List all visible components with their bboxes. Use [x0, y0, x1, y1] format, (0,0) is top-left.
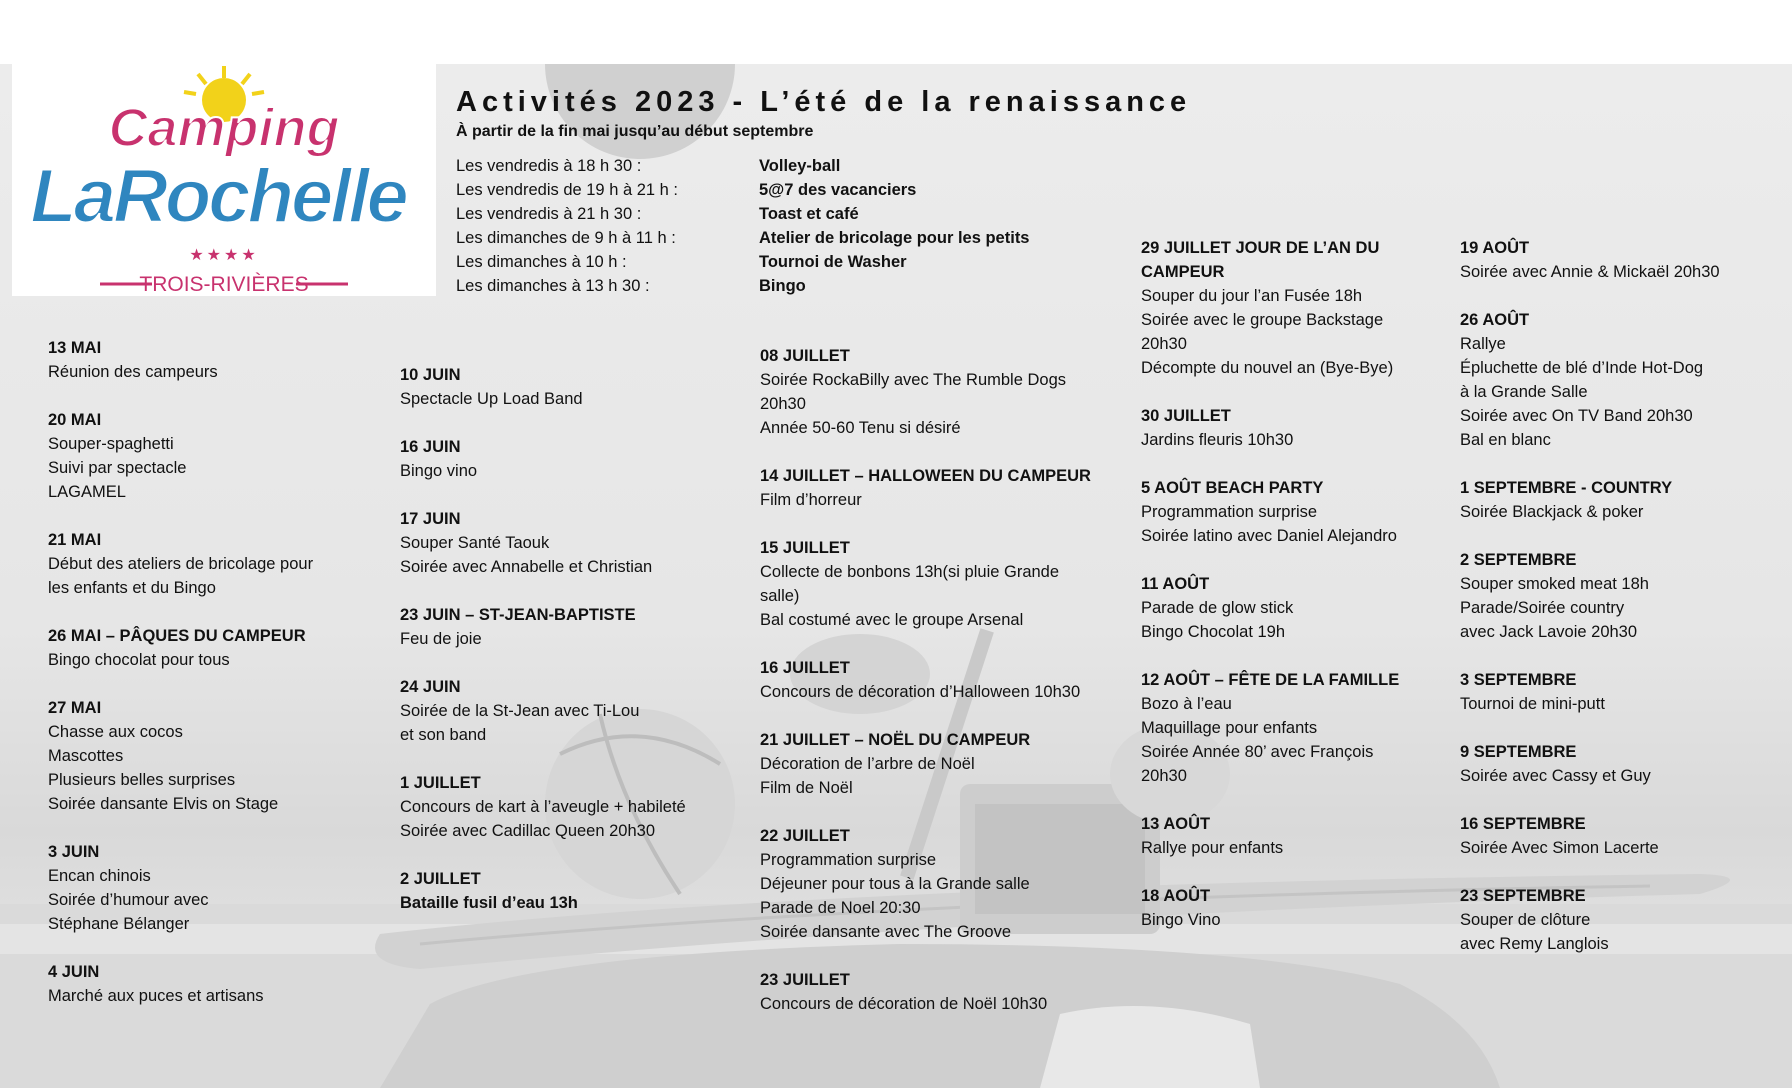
event-detail: Souper-spaghetti: [48, 435, 174, 453]
event-item: [48, 528, 313, 600]
event-detail: Souper de clôture: [1460, 911, 1591, 929]
event-detail: Soirée avec Annie & Mickaël 20h30: [1460, 263, 1720, 281]
event-detail: Bingo chocolat pour tous: [48, 651, 230, 669]
event-detail: Collecte de bonbons 13h(si pluie Grande: [760, 563, 1060, 581]
event-date: 21 MAI: [48, 531, 102, 549]
event-date: 13 MAI: [48, 339, 102, 357]
event-detail: Suivi par spectacle: [48, 459, 187, 477]
event-date: 18 AOÛT: [1141, 887, 1211, 905]
event-item: [400, 675, 686, 747]
logo-graphic: [12, 64, 436, 296]
event-date: 23 SEPTEMBRE: [1460, 887, 1586, 905]
event-detail: Parade/Soirée country: [1460, 599, 1625, 617]
event-date: 2 SEPTEMBRE: [1460, 551, 1577, 569]
event-detail: Soirée Blackjack & poker: [1460, 503, 1644, 521]
events-column-3: [760, 344, 1091, 1040]
camping-logo: [12, 64, 436, 296]
weekly-what: Tournoi de Washer: [759, 253, 907, 271]
event-date: 14 JUILLET – HALLOWEEN DU CAMPEUR: [760, 467, 1091, 485]
event-detail: Concours de décoration de Noël 10h30: [760, 995, 1048, 1013]
event-detail: salle): [760, 587, 800, 605]
event-date: 17 JUIN: [400, 510, 461, 528]
weekly-what: Bingo: [759, 277, 806, 295]
event-detail: Bal en blanc: [1460, 431, 1551, 449]
event-item: [1141, 812, 1399, 860]
event-date: 20 MAI: [48, 411, 102, 429]
event-detail: Feu de joie: [400, 630, 482, 648]
event-detail: Tournoi de mini-putt: [1460, 695, 1605, 713]
event-item: [1460, 668, 1720, 716]
event-detail: Soirée RockaBilly avec The Rumble Dogs: [760, 371, 1066, 389]
weekly-when: Les vendredis de 19 h à 21 h :: [456, 181, 678, 199]
weekly-when: Les dimanches à 10 h :: [456, 253, 627, 271]
event-detail: les enfants et du Bingo: [48, 579, 216, 597]
event-detail: Concours de décoration d’Halloween 10h30: [760, 683, 1081, 701]
event-date: 08 JUILLET: [760, 347, 850, 365]
event-detail: Film de Noël: [760, 779, 853, 797]
event-detail: et son band: [400, 726, 487, 744]
event-detail: Souper du jour l’an Fusée 18h: [1141, 287, 1363, 305]
weekly-when: Les dimanches de 9 h à 11 h :: [456, 229, 676, 247]
event-date: 23 JUILLET: [760, 971, 850, 989]
event-item: [48, 960, 313, 1008]
event-detail: Bataille fusil d’eau 13h: [400, 894, 578, 912]
event-detail: Soirée latino avec Daniel Alejandro: [1141, 527, 1397, 545]
event-detail: Jardins fleuris 10h30: [1141, 431, 1294, 449]
event-date: 9 SEPTEMBRE: [1460, 743, 1577, 761]
weekly-when: Les vendredis à 21 h 30 :: [456, 205, 642, 223]
logo-city: TROIS-RIVIÈRES: [139, 273, 309, 296]
event-detail: Bingo Vino: [1141, 911, 1221, 929]
events-column-5: [1460, 236, 1720, 980]
event-item: [760, 656, 1091, 704]
event-date: 26 MAI – PÂQUES DU CAMPEUR: [48, 627, 306, 645]
event-detail: Programmation surprise: [760, 851, 937, 869]
event-date: 5 AOÛT BEACH PARTY: [1141, 479, 1324, 497]
event-date: CAMPEUR: [1141, 263, 1225, 281]
event-item: [400, 363, 686, 411]
event-detail: Année 50-60 Tenu si désiré: [760, 419, 961, 437]
weekly-when: Les dimanches à 13 h 30 :: [456, 277, 650, 295]
event-item: [400, 507, 686, 579]
event-date: 3 JUIN: [48, 843, 100, 861]
event-detail: Parade de Noel 20:30: [760, 899, 921, 917]
event-detail: Soirée avec le groupe Backstage: [1141, 311, 1384, 329]
event-date: 24 JUIN: [400, 678, 461, 696]
event-detail: à la Grande Salle: [1460, 383, 1588, 401]
event-detail: Marché aux puces et artisans: [48, 987, 264, 1005]
event-item: [1460, 812, 1720, 860]
event-detail: avec Remy Langlois: [1460, 935, 1609, 953]
weekly-what: Toast et café: [759, 205, 859, 223]
event-item: [400, 435, 686, 483]
event-detail: Épluchette de blé d’Inde Hot-Dog: [1460, 359, 1704, 377]
event-date: 15 JUILLET: [760, 539, 850, 557]
event-item: [1460, 740, 1720, 788]
weekly-what: Volley-ball: [759, 157, 841, 175]
event-item: [1460, 236, 1720, 284]
logo-line2: LaRochelle: [30, 154, 406, 239]
event-detail: Film d’horreur: [760, 491, 862, 509]
event-detail: Maquillage pour enfants: [1141, 719, 1318, 737]
events-column-4: [1141, 236, 1399, 956]
event-detail: Soirée dansante Elvis on Stage: [48, 795, 279, 813]
event-detail: Rallye: [1460, 335, 1506, 353]
event-detail: Encan chinois: [48, 867, 151, 885]
event-detail: Soirée Année 80’ avec François: [1141, 743, 1374, 761]
event-date: 23 JUIN – ST-JEAN-BAPTISTE: [400, 606, 636, 624]
event-detail: Spectacle Up Load Band: [400, 390, 583, 408]
event-item: [1460, 476, 1720, 524]
event-detail: avec Jack Lavoie 20h30: [1460, 623, 1638, 641]
event-date: 1 JUILLET: [400, 774, 481, 792]
event-detail: Décoration de l’arbre de Noël: [760, 755, 975, 773]
event-item: [48, 840, 313, 936]
event-detail: Programmation surprise: [1141, 503, 1318, 521]
event-detail: LAGAMEL: [48, 483, 126, 501]
events-column-1: [48, 336, 313, 1032]
event-item: [1141, 884, 1399, 932]
event-item: [1141, 476, 1399, 548]
event-detail: Chasse aux cocos: [48, 723, 183, 741]
event-date: 12 AOÛT – FÊTE DE LA FAMILLE: [1141, 671, 1400, 689]
weekly-what: 5@7 des vacanciers: [759, 181, 917, 199]
event-item: [400, 867, 686, 915]
event-date: 11 AOÛT: [1141, 575, 1210, 593]
event-item: [48, 408, 313, 504]
event-date: 1 SEPTEMBRE - COUNTRY: [1460, 479, 1673, 497]
event-date: 16 JUIN: [400, 438, 461, 456]
event-item: [760, 464, 1091, 512]
event-item: [1460, 884, 1720, 956]
event-detail: Soirée de la St-Jean avec Ti-Lou: [400, 702, 640, 720]
event-detail: Bal costumé avec le groupe Arsenal: [760, 611, 1024, 629]
event-detail: Soirée avec Annabelle et Christian: [400, 558, 653, 576]
event-detail: Soirée Avec Simon Lacerte: [1460, 839, 1659, 857]
event-date: 30 JUILLET: [1141, 407, 1231, 425]
event-detail: Soirée avec On TV Band 20h30: [1460, 407, 1693, 425]
event-date: 4 JUIN: [48, 963, 100, 981]
event-detail: Souper Santé Taouk: [400, 534, 550, 552]
event-detail: Soirée dansante avec The Groove: [760, 923, 1012, 941]
event-item: [1141, 668, 1399, 788]
event-detail: Soirée avec Cassy et Guy: [1460, 767, 1651, 785]
event-item: [1141, 572, 1399, 644]
event-detail: Déjeuner pour tous à la Grande salle: [760, 875, 1030, 893]
event-item: [760, 824, 1091, 944]
page-subtitle: À partir de la fin mai jusqu’au début septembre: [456, 123, 814, 140]
event-detail: 20h30: [760, 395, 806, 413]
event-item: [1141, 404, 1399, 452]
event-date: 3 SEPTEMBRE: [1460, 671, 1577, 689]
event-detail: Souper smoked meat 18h: [1460, 575, 1649, 593]
event-item: [400, 603, 686, 651]
event-item: [48, 696, 313, 816]
event-date: 26 AOÛT: [1460, 311, 1530, 329]
event-date: 2 JUILLET: [400, 870, 481, 888]
event-detail: Décompte du nouvel an (Bye-Bye): [1141, 359, 1394, 377]
event-item: [760, 968, 1091, 1016]
weekly-what: Atelier de bricolage pour les petits: [759, 229, 1030, 247]
event-item: [48, 336, 313, 384]
event-date: 27 MAI: [48, 699, 102, 717]
event-date: 22 JUILLET: [760, 827, 850, 845]
event-detail: Réunion des campeurs: [48, 363, 218, 381]
events-column-2: [400, 363, 686, 939]
event-detail: Bingo vino: [400, 462, 478, 480]
event-detail: Soirée avec Cadillac Queen 20h30: [400, 822, 656, 840]
page-title: Activités 2023 - L’été de la renaissance: [456, 86, 1192, 118]
logo-line1: Camping: [108, 98, 340, 158]
event-detail: Bozo à l’eau: [1141, 695, 1232, 713]
event-detail: Soirée d’humour avec: [48, 891, 209, 909]
event-detail: Parade de glow stick: [1141, 599, 1294, 617]
event-item: [1460, 548, 1720, 644]
event-date: 16 SEPTEMBRE: [1460, 815, 1586, 833]
event-date: 13 AOÛT: [1141, 815, 1211, 833]
event-item: [760, 728, 1091, 800]
event-detail: 20h30: [1141, 335, 1187, 353]
event-detail: 20h30: [1141, 767, 1187, 785]
event-detail: Concours de kart à l’aveugle + habileté: [400, 798, 686, 816]
event-date: 10 JUIN: [400, 366, 461, 384]
event-item: [400, 771, 686, 843]
event-detail: Mascottes: [48, 747, 124, 765]
event-detail: Rallye pour enfants: [1141, 839, 1284, 857]
logo-stars: ★★★★: [189, 245, 259, 264]
event-item: [760, 344, 1091, 440]
event-item: [1460, 308, 1720, 452]
event-date: 29 JUILLET JOUR DE L’AN DU: [1141, 239, 1380, 257]
event-item: [1141, 236, 1399, 380]
event-date: 16 JUILLET: [760, 659, 850, 677]
event-item: [48, 624, 313, 672]
weekly-when: Les vendredis à 18 h 30 :: [456, 157, 642, 175]
event-detail: Début des ateliers de bricolage pour: [48, 555, 314, 573]
event-item: [760, 536, 1091, 632]
event-detail: Plusieurs belles surprises: [48, 771, 236, 789]
event-date: 19 AOÛT: [1460, 239, 1530, 257]
event-date: 21 JUILLET – NOËL DU CAMPEUR: [760, 731, 1031, 749]
event-detail: Bingo Chocolat 19h: [1141, 623, 1286, 641]
event-detail: Stéphane Bélanger: [48, 915, 190, 933]
